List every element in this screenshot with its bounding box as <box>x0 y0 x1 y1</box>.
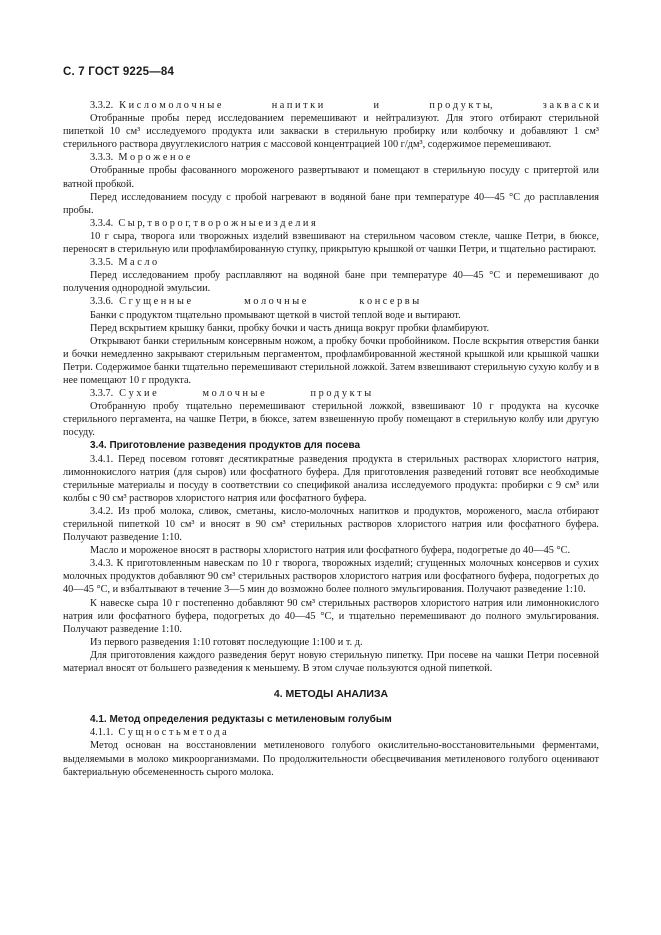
title-word: з а к в а с к и <box>542 100 599 111</box>
paragraph: 3.4.1. Перед посевом готовят десятикратные разведения продукта в стерильных растворах хлористого натрия, лимоннокислого натрия (для сыров) или фосфатного буфера. Для приготовления разведений готовят все необходимые стерильные материалы и посуду в соответствии со спецификой анализа исследуемого продукта: пробирки с 9 см³ или колбы с 90 см³ растворов хлористого натрия или фосфатного буфера. <box>63 453 599 504</box>
section-3-3-7-heading <box>63 387 599 400</box>
section-3-3-6-heading <box>63 295 599 308</box>
subsection-3-4-heading: 3.4. Приготовление разведения продуктов для посева <box>90 440 361 452</box>
paragraph: Отобранные пробы перед исследованием перемешивают и нейтрализуют. Для этого отбирают стерильной пипеткой 10 см³ исследуемого продукта или закваски в стерильную пробирку или колбочку и добавляют 1 см³ стерильного раствора двууглекислого натрия с массовой концентрацией 100 г/дм³, содержимое перемешивают. <box>63 113 599 151</box>
section-number: 3.3.5. <box>90 257 114 269</box>
paragraph: Перед исследованием пробу расплавляют на водяной бане при температуре 40—45 °С и перемешивают до получения однородной эмульсии. <box>63 270 599 295</box>
title-word: м о л о ч н ы е <box>244 296 307 308</box>
title-word: п р о д у к т ы <box>310 388 372 400</box>
section-title: С ы р, т в о р о г, т в о р о ж н ы е и з д е л и я <box>118 217 316 229</box>
section-4-1-1-heading <box>63 726 599 739</box>
paragraph: Открывают банки стерильным консервным ножом, а пробку бочки пробойником. После вскрытия отверстия банки и бочки немедленно закрывают стерильным пергаментом, профламбированной жестяной крышкой или крышкой чашки Петри. Содержимое банки тщательно перемешивают стерильной ложкой. Затем взвешивают стерильную сухую колбу и в нее помещают 10 г продукта. <box>63 335 599 386</box>
section-title <box>119 99 599 112</box>
section-number: 3.3.7. <box>90 388 114 400</box>
paragraph: Метод основан на восстановлении метиленового голубого окислительно-восстановительными ферментами, выделяемыми в молоко микроорганизмами. По продолжительности обесцвечивания метиленового голубого оценивают бактериальную обсемененность сырого молока. <box>63 740 599 778</box>
document-body <box>63 99 599 779</box>
section-number: 3.3.4. <box>90 217 114 229</box>
title-word: К и с л о м о л о ч н ы е <box>119 100 222 111</box>
section-number: 3.3.3. <box>90 152 114 164</box>
section-3-3-5-heading <box>63 256 599 269</box>
paragraph: 3.4.2. Из проб молока, сливок, сметаны, кисло-молочных напитков и продуктов, мороженого, масла отбирают стерильной пипеткой 10 см³ и вносят в 90 см³ стерильных растворов хлористого натрия или фосфатного буфера. Получают разведение 1:10. <box>63 505 599 544</box>
title-word: С у х и е <box>119 388 157 400</box>
section-title: М о р о ж е н о е <box>118 152 191 164</box>
section-3-3-2-heading <box>63 99 599 112</box>
section-3-3-4-heading <box>63 217 599 230</box>
paragraph: Банки с продуктом тщательно промывают щеткой в чистой теплой воде и вытирают. <box>90 309 461 321</box>
paragraph: Из первого разведения 1:10 готовят последующие 1:100 и т. д. <box>90 636 363 648</box>
section-number: 3.3.2. <box>90 100 114 111</box>
title-word: м о л о ч н ы е <box>202 388 265 400</box>
section-title <box>119 295 419 308</box>
section-number: 3.3.6. <box>90 296 114 308</box>
section-number: 4.1.1. <box>90 727 114 739</box>
page-header: С. 7 ГОСТ 9225—84 <box>63 66 175 78</box>
paragraph: 10 г сыра, творога или творожных изделий взвешивают на стерильном часовом стекле, чашке Петри, в бюксе, переносят в стерильную или профламбированную ступку, прикрытую крышкой от чашки Петри, и тщательно растирают. <box>63 230 599 256</box>
section-3-3-3-heading <box>63 151 599 164</box>
title-word: к о н с е р в ы <box>359 296 420 308</box>
title-word: н а п и т к и <box>271 100 324 111</box>
section-title: М а с л о <box>118 257 158 269</box>
chapter-4-heading: 4. МЕТОДЫ АНАЛИЗА <box>273 688 389 701</box>
section-title <box>119 387 371 400</box>
paragraph: Отобранные пробы фасованного мороженого развертывают и помещают в стерильную посуду с притертой или ватной пробкой. <box>63 165 599 190</box>
subsection-4-1-heading: 4.1. Метод определения редуктазы с метиленовым голубым <box>90 714 392 726</box>
section-title: С у щ н о с т ь м е т о д а <box>118 727 227 739</box>
paragraph: Для приготовления каждого разведения берут новую стерильную пипетку. При посеве на чашки Петри посевной материал вносят от большего разведения к меньшему. В этом случае пользуются одной пипеткой. <box>63 649 599 675</box>
paragraph: К навеске сыра 10 г постепенно добавляют 90 см³ стерильных растворов хлористого натрия или лимоннокислого натрия или фосфатного буфера, подогретых до 40—45 °С, и тщательно перемешивают до полного эмульгирования. Получают разведение 1:10. <box>63 597 599 635</box>
title-word: С г у щ е н н ы е <box>119 296 192 308</box>
paragraph: Перед исследованием посуду с пробой нагревают в водяной бане при температуре 40—45 °С до расплавления пробы. <box>63 191 599 216</box>
paragraph: Отобранную пробу тщательно перемешивают стерильной ложкой, взвешивают 10 г продукта на кусочке стерильного пергамента, на чашке Петри, в бюксе, затем взвешенную пробу помещают в стерильную колбу или другую посуду. <box>63 401 599 439</box>
paragraph: Масло и мороженое вносят в растворы хлористого натрия или фосфатного буфера, подогретые до 40—45 °С. <box>90 545 571 557</box>
paragraph: Перед вскрытием крышку банки, пробку бочки и часть днища вокруг пробки фламбируют. <box>90 322 490 334</box>
paragraph: 3.4.3. К приготовленным навескам по 10 г творога, творожных изделий; сгущенных молочных консервов и сухих молочных продуктов добавляют 90 см³ стерильных растворов хлористого натрия или фосфатного буфера, подогретых до 40—45 °С, и взбалтывают в течение 3—5 мин до возможно более полного эмульгирования. Получают разведение 1:10. <box>63 558 599 596</box>
title-word: и <box>373 100 380 111</box>
title-word: п р о д у к т ы, <box>429 100 493 111</box>
